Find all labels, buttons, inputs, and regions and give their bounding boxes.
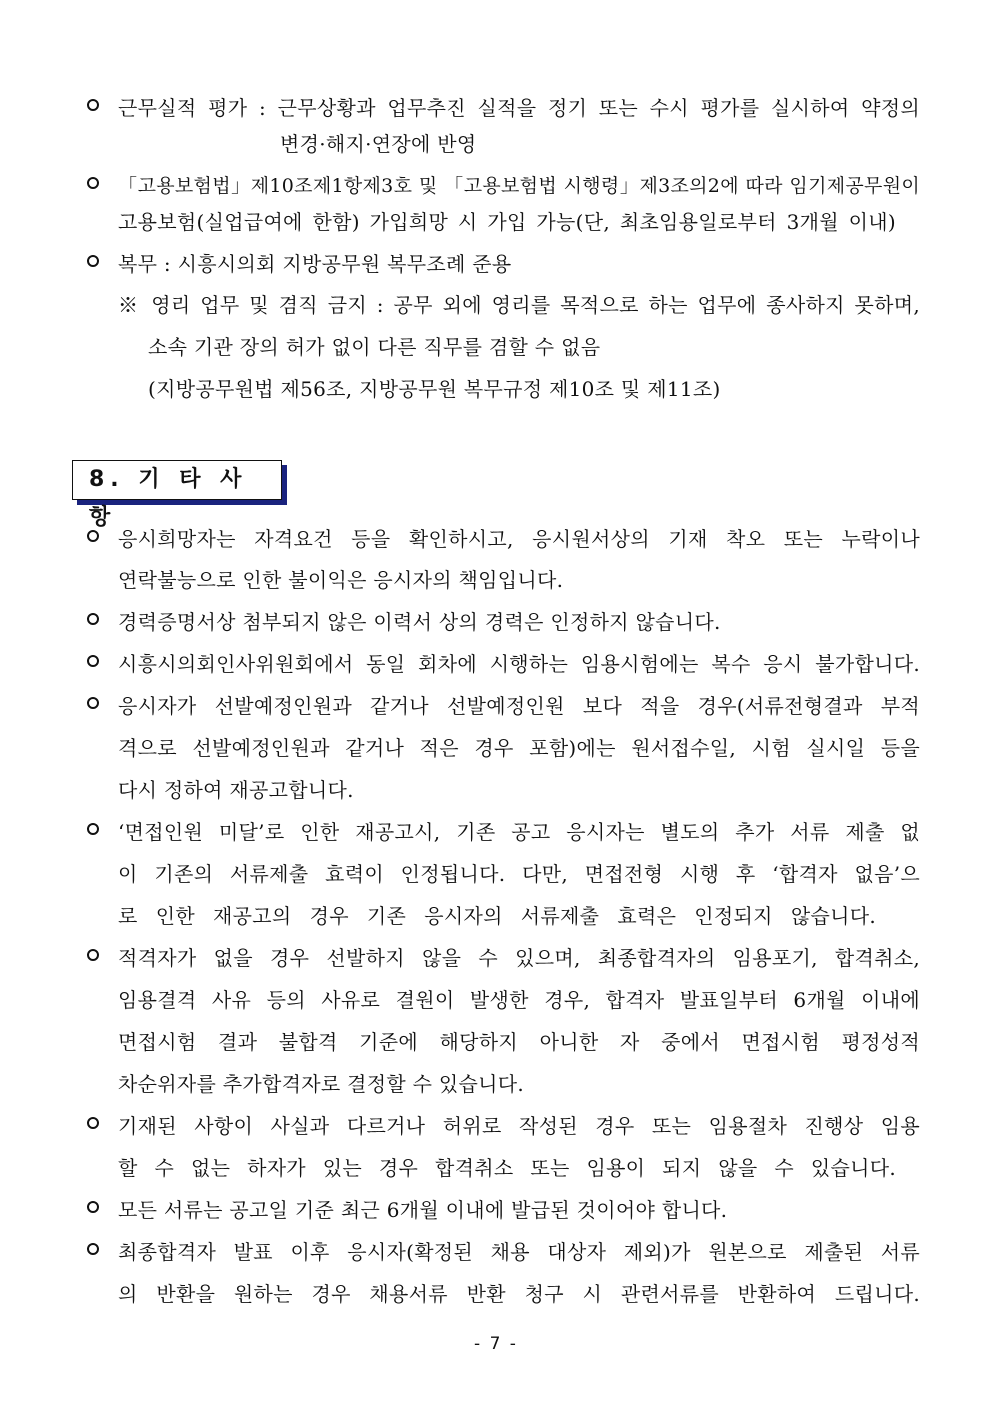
body-text-line: 적격자가 없을 경우 선발하지 않을 수 있으며, 최종합격자의 임용포기, 합격취소, <box>118 946 920 970</box>
body-text-line: 다시 정하여 재공고합니다. <box>118 778 354 802</box>
bullet-icon <box>85 1196 103 1214</box>
body-text-line: 면접시험 결과 불합격 기준에 해당하지 아니한 자 중에서 면접시험 평정성적 <box>118 1030 920 1054</box>
body-text-line: 시흥시의회인사위원회에서 동일 회차에 시행하는 임용시험에는 복수 응시 불가합니다. <box>118 652 920 676</box>
body-text-line: 「고용보험법」제10조제1항제3호 및 「고용보험법 시행령」제3조의2에 따라 임기제공무원이 <box>118 175 920 197</box>
bullet-icon <box>85 1112 103 1130</box>
body-text-line: 경력증명서상 첨부되지 않은 이력서 상의 경력은 인정하지 않습니다. <box>118 610 721 634</box>
bullet-icon <box>85 692 103 710</box>
bullet-icon <box>85 525 103 543</box>
body-text-line: 근무실적 평가 : 근무상황과 업무추진 실적을 정기 또는 수시 평가를 실시하여 약정의 <box>118 96 920 120</box>
note-text-line: 소속 기관 장의 허가 없이 다른 직무를 겸할 수 없음 <box>148 335 601 359</box>
bullet-icon <box>85 250 103 268</box>
bullet-icon <box>85 608 103 626</box>
bullet-icon <box>85 944 103 962</box>
body-text-line: 변경·해지·연장에 반영 <box>280 132 477 156</box>
bullet-icon <box>85 94 103 112</box>
bullet-icon <box>85 650 103 668</box>
body-text-line: 모든 서류는 공고일 기준 최근 6개월 이내에 발급된 것이어야 합니다. <box>118 1198 728 1222</box>
body-text-line: 격으로 선발예정인원과 같거나 적은 경우 포함)에는 원서접수일, 시험 실시일 등을 <box>118 736 920 760</box>
body-text-line: 차순위자를 추가합격자로 결정할 수 있습니다. <box>118 1072 525 1096</box>
bullet-icon <box>85 172 103 190</box>
body-text-line: 기재된 사항이 사실과 다르거나 허위로 작성된 경우 또는 임용절차 진행상 임용 <box>118 1114 920 1138</box>
body-text-line: 응시희망자는 자격요건 등을 확인하시고, 응시원서상의 기재 착오 또는 누락이나 <box>118 527 920 551</box>
body-text-line: 고용보험(실업급여에 한함) 가입희망 시 가입 가능(단, 최초임용일로부터 3개월 이내) <box>118 210 896 234</box>
section-heading: 8. 기 타 사 항 <box>72 460 282 500</box>
body-text-line: 연락불능으로 인한 불이익은 응시자의 책임입니다. <box>118 568 564 592</box>
bullet-icon <box>85 818 103 836</box>
body-text-line: 이 기존의 서류제출 효력이 인정됩니다. 다만, 면접전형 시행 후 ‘합격자 없음’으 <box>118 862 920 886</box>
body-text-line: ‘면접인원 미달’로 인한 재공고시, 기존 공고 응시자는 별도의 추가 서류 제출 없 <box>118 820 920 844</box>
bullet-icon <box>85 1238 103 1256</box>
note-text-line: (지방공무원법 제56조, 지방공무원 복무규정 제10조 및 제11조) <box>148 377 721 401</box>
note-text-line: ※ 영리 업무 및 겸직 금지 : 공무 외에 영리를 목적으로 하는 업무에 종사하지 못하며, <box>118 293 920 317</box>
page-number: - 7 - <box>474 1334 518 1354</box>
body-text-line: 최종합격자 발표 이후 응시자(확정된 채용 대상자 제외)가 원본으로 제출된 서류 <box>118 1240 920 1264</box>
body-text-line: 임용결격 사유 등의 사유로 결원이 발생한 경우, 합격자 발표일부터 6개월 이내에 <box>118 988 920 1012</box>
body-text-line: 의 반환을 원하는 경우 채용서류 반환 청구 시 관련서류를 반환하여 드립니다. <box>118 1282 920 1306</box>
body-text-line: 로 인한 재공고의 경우 기존 응시자의 서류제출 효력은 인정되지 않습니다. <box>118 904 876 928</box>
body-text-line: 응시자가 선발예정인원과 같거나 선발예정인원 보다 적을 경우(서류전형결과 부적 <box>118 694 920 718</box>
body-text-line: 할 수 없는 하자가 있는 경우 합격취소 또는 임용이 되지 않을 수 있습니다. <box>118 1156 896 1180</box>
body-text-line: 복무 : 시흥시의회 지방공무원 복무조례 준용 <box>118 252 512 276</box>
